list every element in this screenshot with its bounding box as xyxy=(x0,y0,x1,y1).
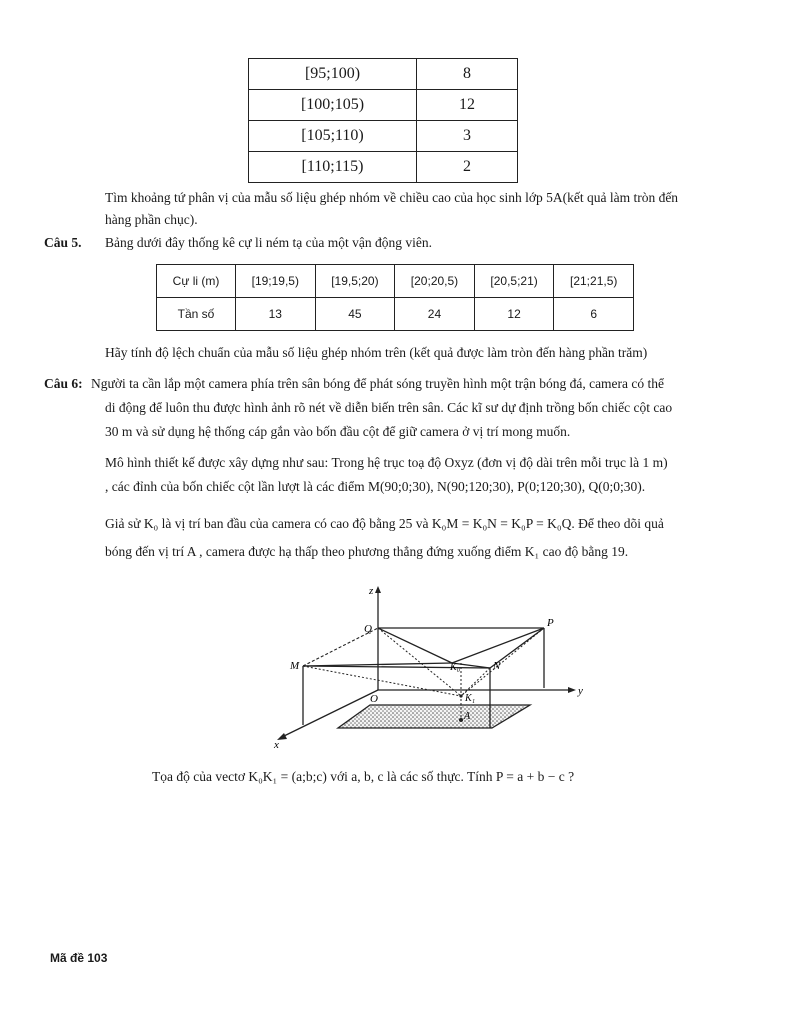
grouped-data-table-height xyxy=(248,58,518,183)
table-row xyxy=(249,90,518,121)
question-6-label: Câu 6: xyxy=(44,376,83,391)
count-cell: 2 xyxy=(417,152,518,183)
cable-p-k1 xyxy=(461,628,544,696)
table-row xyxy=(249,59,518,90)
label-p: P xyxy=(547,617,554,629)
question-6-paragraph-2 xyxy=(105,451,775,499)
label-z: z xyxy=(369,585,374,597)
field-plane xyxy=(338,705,530,728)
frequency-cell: 45 xyxy=(315,298,395,331)
question-5-prompt: Hãy tính độ lệch chuẩn của mẫu số liệu ghép nhóm trên (kết quả được làm tròn đến hàng phần trăm) xyxy=(105,345,648,360)
label-k0: K₀ xyxy=(450,662,461,673)
question-6-paragraph-3 xyxy=(105,510,775,566)
q6-p2-line-1: Mô hình thiết kế được xây dựng như sau: Trong hệ trục toạ độ Oxyz (đơn vị độ dài trên mỗi trục là 1 m) xyxy=(105,455,668,470)
exam-code-footer: Mã đề 103 xyxy=(50,951,108,965)
question-6-paragraph-1 xyxy=(91,372,771,444)
interval-cell: [19;19,5) xyxy=(236,265,316,298)
throw-distance-frequency-table xyxy=(156,264,634,331)
y-axis-arrow-icon xyxy=(568,687,576,693)
point-a xyxy=(459,718,463,722)
table-row xyxy=(157,265,634,298)
table-header-cell: Tần số xyxy=(157,298,236,331)
frequency-cell: 13 xyxy=(236,298,316,331)
table-row xyxy=(249,121,518,152)
label-y: y xyxy=(578,685,583,697)
q6-p1-line-1: Người ta cần lắp một camera phía trên sân bóng để phát sóng truyền hình một trận bóng đá, camera có thể xyxy=(91,376,665,391)
camera-cable-3d-figure xyxy=(260,580,600,755)
interval-cell: [100;105) xyxy=(249,90,417,121)
table-row xyxy=(249,152,518,183)
q6-p1-line-2: di động để luôn thu được hình ảnh rõ nét về diễn biến trên sân. Các kĩ sư dự định trồng bốn chiếc cột cao xyxy=(105,400,673,415)
label-k1: K₁ xyxy=(465,693,476,704)
q6-p1-line-3: 30 m và sử dụng hệ thống cáp gắn vào bốn đầu cột để giữ camera ở vị trí mong muốn. xyxy=(105,424,571,439)
count-cell: 8 xyxy=(417,59,518,90)
frequency-cell: 24 xyxy=(395,298,475,331)
label-x: x xyxy=(274,739,279,751)
label-o: O xyxy=(370,693,378,705)
count-cell: 12 xyxy=(417,90,518,121)
label-n: N xyxy=(493,660,501,672)
question-4-text xyxy=(105,186,765,232)
question-6-prompt: Tọa độ của vectơ K₀K₁ = (a;b;c) với a, b, c là các số thực. Tính P = a + b − c ? xyxy=(152,769,575,784)
cable-q-k0 xyxy=(378,628,452,663)
interval-cell: [21;21,5) xyxy=(554,265,634,298)
table-header-cell: Cự li (m) xyxy=(157,265,236,298)
label-q: Q xyxy=(364,623,372,635)
q4-line-2: hàng phần chục). xyxy=(105,212,198,227)
label-a: A xyxy=(464,711,471,722)
frequency-cell: 6 xyxy=(554,298,634,331)
interval-cell: [110;115) xyxy=(249,152,417,183)
interval-cell: [19,5;20) xyxy=(315,265,395,298)
q6-p3-line-2: bóng đến vị trí A , camera được hạ thấp theo phương thẳng đứng xuống điểm K₁ cao độ bằng 19. xyxy=(105,544,629,559)
point-k1 xyxy=(459,694,462,697)
q6-p3-line-1: Giả sử K₀ là vị trí ban đầu của camera có cao độ bằng 25 và K₀M = K₀N = K₀P = K₀Q. Để theo dõi quả xyxy=(105,516,664,531)
z-axis-arrow-icon xyxy=(375,586,381,593)
question-5-text: Bảng dưới đây thống kê cự li ném tạ của một vận động viên. xyxy=(105,235,432,250)
q6-p2-line-2: , các đỉnh của bốn chiếc cột lần lượt là các điểm M(90;0;30), N(90;120;30), P(0;120;30), Q(0;0;30). xyxy=(105,479,646,494)
interval-cell: [95;100) xyxy=(249,59,417,90)
interval-cell: [20,5;21) xyxy=(474,265,554,298)
interval-cell: [105;110) xyxy=(249,121,417,152)
cable-p-k0 xyxy=(452,628,544,663)
question-5-label: Câu 5. xyxy=(44,235,82,250)
count-cell: 3 xyxy=(417,121,518,152)
interval-cell: [20;20,5) xyxy=(395,265,475,298)
cable-m-k1 xyxy=(303,666,461,696)
table-row xyxy=(157,298,634,331)
q4-line-1: Tìm khoảng tứ phân vị của mẫu số liệu ghép nhóm về chiều cao của học sinh lớp 5A(kết quả làm tròn đến xyxy=(105,190,679,205)
edge-mn xyxy=(303,666,490,668)
frequency-cell: 12 xyxy=(474,298,554,331)
label-m: M xyxy=(290,660,300,672)
